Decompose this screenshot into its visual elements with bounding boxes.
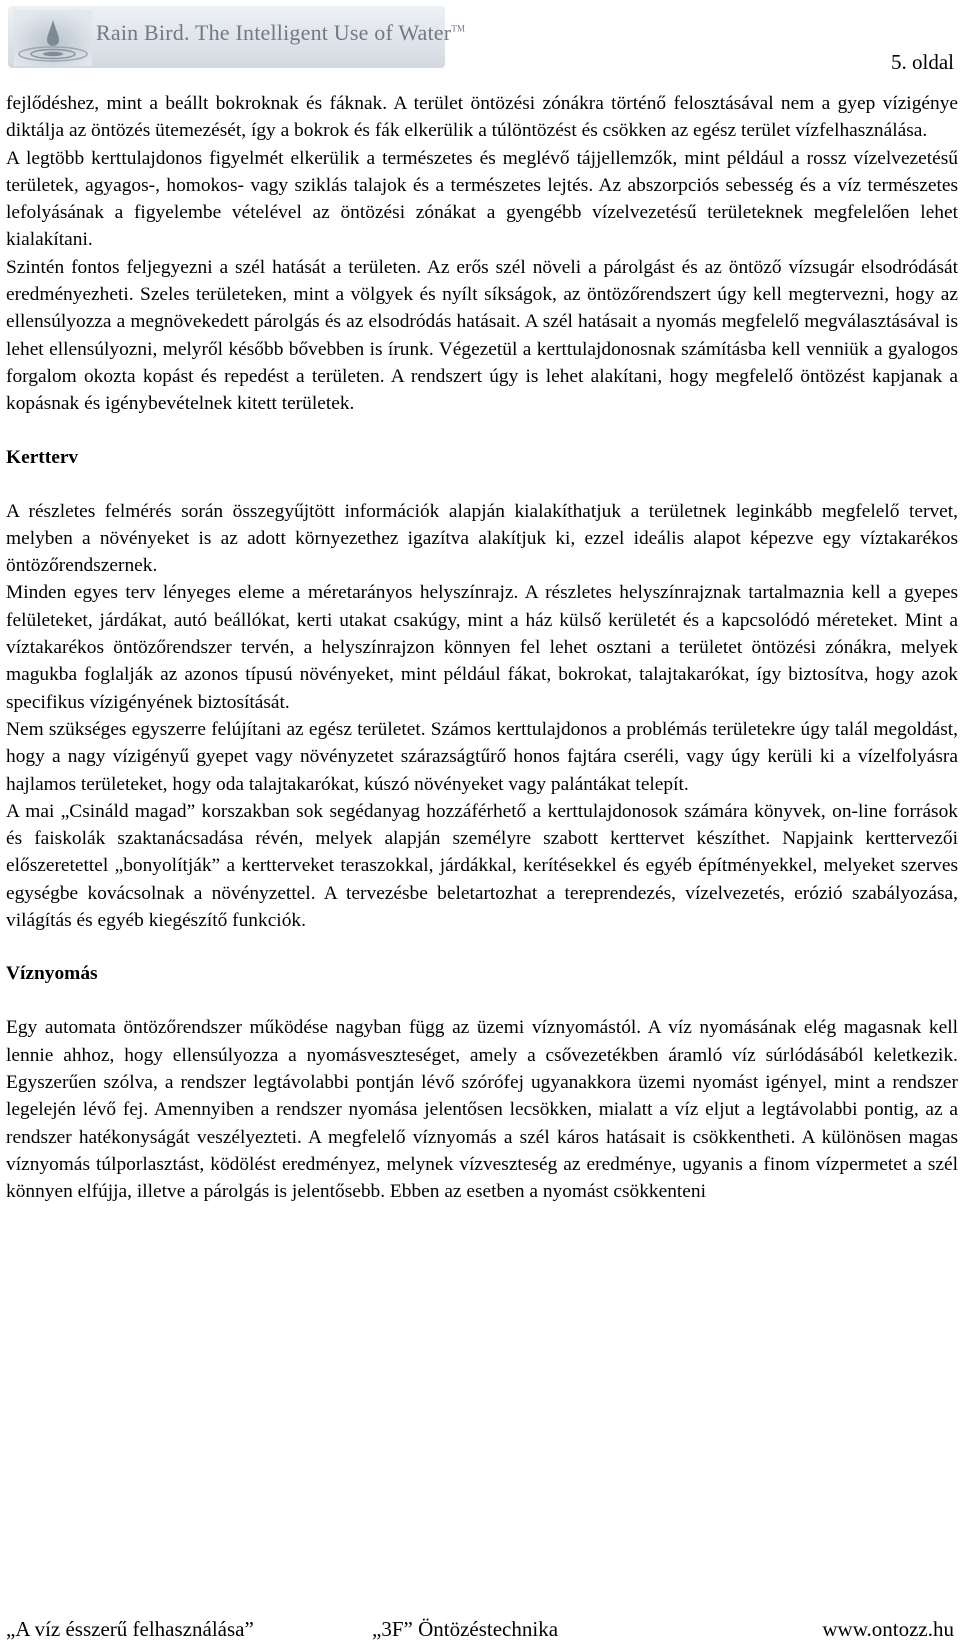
footer-website-link[interactable]: www.ontozz.hu xyxy=(822,1617,954,1641)
paragraph: fejlődéshez, mint a beállt bokroknak és fáknak. A terület öntözési zónákra történő felosztásával nem a gyep vízigénye diktálja az öntözés ütemezését, így a bokrok és fák elkerülik a túlöntözést és csökken az egész terület vízfelhasználása. xyxy=(6,93,958,142)
paragraph: Nem szükséges egyszerre felújítani az egész területet. Számos kerttulajdonos a problémás területekre úgy talál megoldást, hogy a nagy vízigényű gyepet vagy növényzetet szárazságtűrő honos fajtára cseréli, vagy úgy kerüli ki a vízelfolyásra hajlamos területeket, hogy oda talajtakarókat, kúszó növényeket vagy palántákat telepít. xyxy=(6,718,958,795)
section-heading-viznyomas: Víznyomás xyxy=(6,963,98,985)
water-drop-icon xyxy=(14,10,92,66)
rain-bird-logo xyxy=(8,6,466,68)
section-heading-kertterv: Kertterv xyxy=(6,446,79,468)
document-body xyxy=(6,90,958,1205)
logo-text: Rain Bird. The Intelligent Use of Water™ xyxy=(96,20,466,45)
footer-left: „A víz ésszerű felhasználása” xyxy=(6,1617,254,1641)
paragraph: Szintén fontos feljegyezni a szél hatását a területen. Az erős szél növeli a párolgást és az öntöző vízsugár elsodródását eredményezheti. Szeles területeken, mint a völgyek és nyílt síkságok, az öntözőrendszert úgy kell megtervezni, hogy az ellensúlyozza a megnövekedett párolgás és az elsodródás hatásait. A szél hatásait a nyomás megfelelő megválasztásával is lehet ellensúlyozni, melyről később bővebben is írunk. Végezetül a kerttulajdonosnak számításba kell venniük a gyalogos forgalom okozta kopást és repedést a területen. A rendszert úgy is lehet alakítani, hogy megfelelő öntözést kapjanak a kopásnak és igénybevételnek kitett területek. xyxy=(6,256,958,415)
paragraph: A részletes felmérés során összegyűjtött információk alapján kialakíthatjuk a területnek leginkább megfelelő tervet, melyben a növényeket is az adott környezethez igazítva alakítjuk ki, ezzel ideális alapot képezve egy víztakarékos öntözőrendszernek. xyxy=(6,500,958,577)
page-number: 5. oldal xyxy=(891,50,954,74)
footer-middle: „3F” Öntözéstechnika xyxy=(372,1617,559,1641)
paragraph: A legtöbb kerttulajdonos figyelmét elkerülik a természetes és meglévő tájjellemzők, mint például a rossz vízelvezetésű területek, agyagos-, homokos- vagy sziklás talajok és a természetes lejtés. Az abszorpciós sebesség és a víz természetes lefolyásának a figyelembe vételével az öntözési zónákat a gyengébb vízelvezetésű területeknek megfelelően lehet kialakítani. xyxy=(6,147,958,251)
paragraph: Minden egyes terv lényeges eleme a méretarányos helyszínrajz. A részletes helyszínrajznak tartalmaznia kell a gyepes felületeket, járdákat, autó beállókat, kerti utakat csakúgy, mint a ház külső kerületét és a kapcsolódó méreteket. Mint a víztakarékos öntözőrendszer tervén, a helyszínrajzon könnyen fel lehet osztani a területet öntözési zónákra, melyek magukba foglalják az azonos típusú növényeket, mint például fákat, bokrokat, talajtakarókat, így biztosítva, hogy azok specifikus vízigényének biztosítását. xyxy=(6,582,958,713)
paragraph: Egy automata öntözőrendszer működése nagyban függ az üzemi víznyomástól. A víz nyomásának elég magasnak kell lennie ahhoz, hogy ellensúlyozza a nyomásveszteséget, amely a csővezetékben áramló víz súrlódásából keletkezik. Egyszerűen szólva, a rendszer legtávolabbi pontján lévő szórófej ugyanakkora üzemi nyomást igényel, mint a rendszer legelején lévő fej. Amennyiben a rendszer nyomása jelentősen lecsökken, mialatt a víz eljut a legtávolabbi pontig, az a rendszer hatékonyságát veszélyezteti. A megfelelő víznyomás a szél káros hatásait is csökkentheti. A különösen magas víznyomás túlporlasztást, ködölést eredményez, melynek vízveszteség az eredménye, ugyanis a finom vízpermetet a szél könnyen elfújja, illetve a párolgás is jelentősebb. Ebben az esetben a nyomást csökkenteni xyxy=(6,1017,958,1203)
paragraph: A mai „Csináld magad” korszakban sok segédanyag hozzáférhető a kerttulajdonosok számára könyvek, on-line források és faiskolák szaktanácsadása révén, melyek alapján személyre szabott kerttervet készíthet. Napjaink kerttervezői előszeretettel „bonyolítják” a kertterveket teraszokkal, járdákkal, kerítésekkel és egyéb építményekkel, melyeket szerves egységbe kovácsolnak a növényzettel. A tervezésbe beletartozhat a tereprendezés, vízelvezetés, erózió szabályozása, világítás és egyéb kiegészítő funkciók. xyxy=(6,800,958,932)
page-footer xyxy=(6,1617,954,1645)
